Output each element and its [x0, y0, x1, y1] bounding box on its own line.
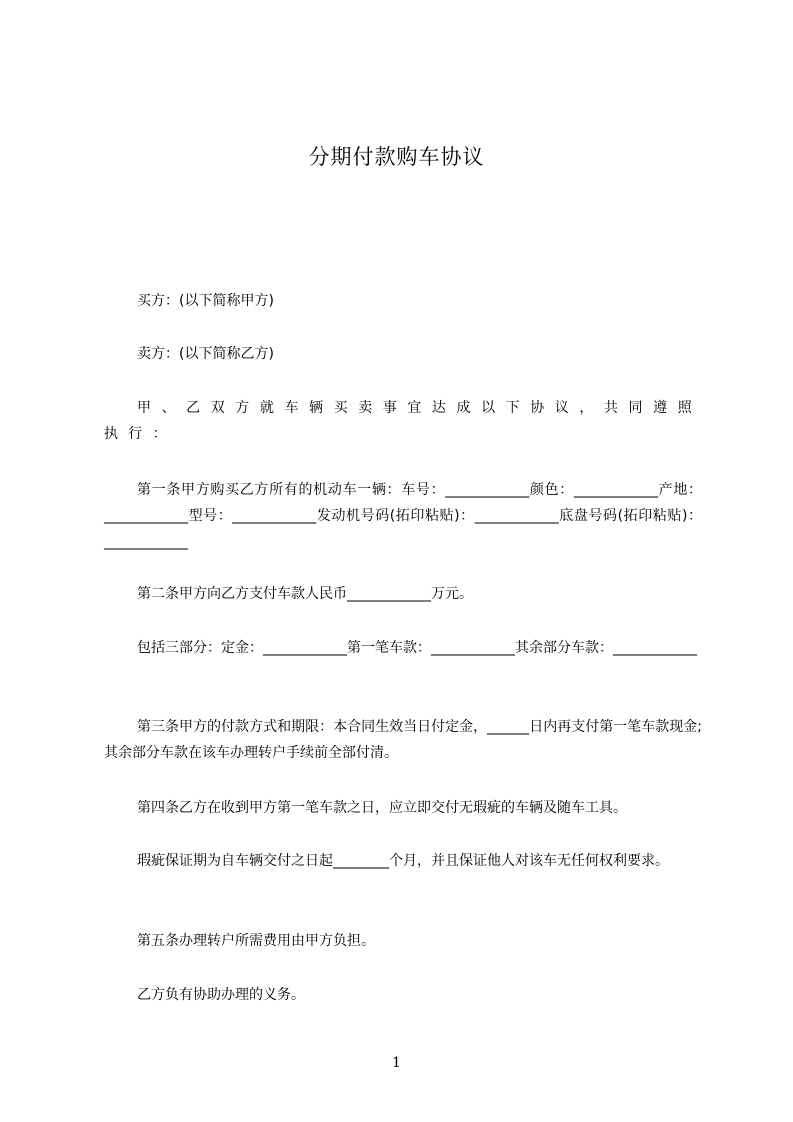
seller-assistance-duty: 乙方负有协助办理的义务。	[137, 987, 305, 1003]
payment-parts: 包括三部分：定金：____________第一笔车款：____________其余部分车款：____________	[137, 640, 697, 656]
seller-line: 卖方：(以下简称乙方)	[137, 346, 274, 362]
article-5-transfer-fees: 第五条办理转户所需费用由甲方负担。	[137, 933, 375, 949]
agreement-intro: 甲、乙双方就车辆买卖事宜达成以下协议，共同遵照执行：	[104, 400, 702, 442]
warranty-period: 瑕疵保证期为自车辆交付之日起________个月，并且保证他人对该车无任何权利要求。	[137, 853, 669, 869]
article-3-payment-terms: 第三条甲方的付款方式和期限：本合同生效当日付定金，______日内再支付第一笔车款现金;其余部分车款在该车办理转户手续前全部付清。	[104, 719, 702, 761]
document-title: 分期付款购车协议	[308, 145, 485, 169]
buyer-line: 买方：(以下简称甲方)	[137, 293, 274, 309]
page-number: 1	[392, 1055, 401, 1071]
article-4-delivery: 第四条乙方在收到甲方第一笔车款之日，应立即交付无瑕疵的车辆及随车工具。	[137, 800, 627, 816]
article-2-price: 第二条甲方向乙方支付车款人民币____________万元。	[137, 586, 473, 602]
article-1-vehicle-info: 第一条甲方购买乙方所有的机动车一辆：车号：____________颜色：____________产地：____________型号：____________发动机号码(拓印粘贴)：____________底盘号码(拓印粘贴)：____________	[104, 482, 702, 550]
